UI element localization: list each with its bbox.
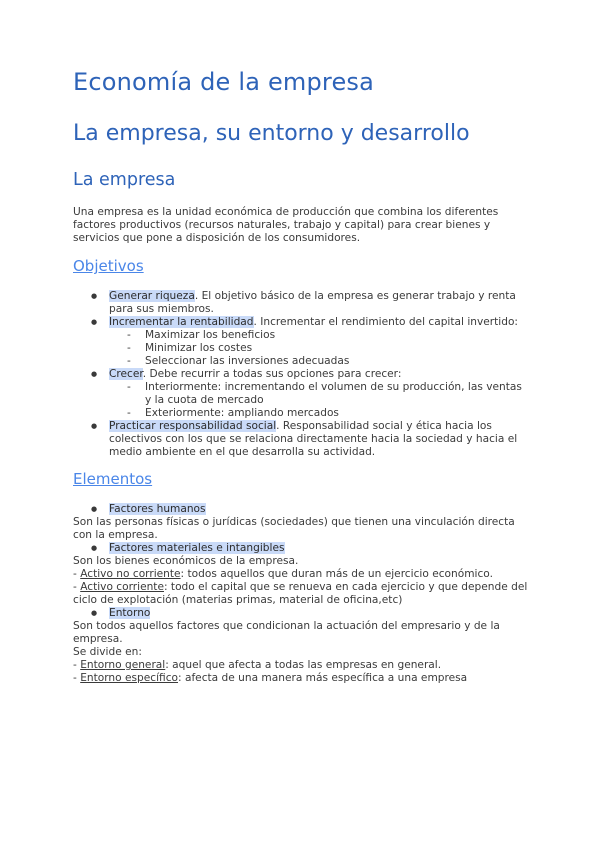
document-title: Economía de la empresa: [73, 68, 375, 96]
sublist-item: - Interiormente: incrementando el volumen de su producción, las ventas y la cuota de mercado: [109, 381, 531, 407]
term-text: : todos aquellos que duran más de un ejercicio económico.: [180, 568, 493, 580]
term-label: Entorno general: [80, 659, 166, 671]
element-heading-entorno: [73, 607, 528, 620]
list-item: [91, 290, 531, 316]
element-label: Entorno: [109, 607, 151, 619]
sublist: [109, 381, 531, 420]
activo-no-corriente-line: - Activo no corriente: todos aquellos que duran más de un ejercicio económico.: [73, 568, 493, 580]
sublist-item: - Seleccionar las inversiones adecuadas: [109, 355, 531, 368]
sublist: [109, 329, 531, 368]
objective-text: . Debe recurrir a todas sus opciones para crecer:: [142, 368, 402, 380]
term-label: Activo corriente: [80, 581, 164, 593]
element-label: Factores humanos: [109, 503, 206, 515]
term-label: Entorno específico: [80, 672, 179, 684]
entorno-especifico-line: - Entorno específico: afecta de una manera más específica a una empresa: [73, 672, 468, 684]
divide-line: Se divide en:: [73, 646, 142, 658]
objetivos-heading: Objetivos: [73, 257, 144, 275]
term-text: : todo el capital que se renueva en cada ejercicio y que depende del ciclo de explotación (materias primas, material de oficina,etc): [73, 581, 528, 606]
sublist-item: - Maximizar los beneficios: [109, 329, 531, 342]
chapter-heading: La empresa, su entorno y desarrollo: [73, 121, 470, 146]
entorno-general-line: - Entorno general: aquel que afecta a todas las empresas en general.: [73, 659, 442, 671]
objective-highlight: Incrementar la rentabilidad: [109, 316, 254, 328]
elementos-heading: Elementos: [73, 470, 153, 488]
sublist-item: - Exteriormente: ampliando mercados: [109, 407, 531, 420]
activo-corriente-line: - Activo corriente: todo el capital que se renueva en cada ejercicio y que depende del ciclo de explotación (materias primas, material de oficina,etc): [73, 581, 528, 606]
term-text: : afecta de una manera más específica a una empresa: [178, 672, 468, 684]
sublist-item: - Minimizar los costes: [109, 342, 531, 355]
element-label: Factores materiales e intangibles: [109, 542, 285, 554]
element-description: Son todos aquellos factores que condicionan la actuación del empresario y de la empresa.: [73, 620, 500, 645]
element-heading-materiales: [73, 542, 528, 555]
objective-text: . El objetivo básico de la empresa es generar trabajo y renta para sus miembros.: [109, 290, 516, 315]
elementos-section: [73, 503, 528, 685]
list-item: [91, 368, 531, 420]
element-description: Son las personas físicas o jurídicas (sociedades) que tienen una vinculación directa con la empresa.: [73, 516, 515, 541]
element-heading-humanos: [73, 503, 528, 516]
list-item: [91, 316, 531, 368]
term-label: Activo no corriente: [80, 568, 181, 580]
element-description: Son los bienes económicos de la empresa.: [73, 555, 299, 567]
list-item: [91, 420, 531, 459]
section-heading: La empresa: [73, 170, 176, 190]
intro-paragraph: Una empresa es la unidad económica de producción que combina los diferentes factores productivos (recursos naturales, trabajo y capital) para crear bienes y servicios que pone a disposición de los consumidores.: [73, 206, 499, 244]
objective-highlight: Practicar responsabilidad social: [109, 420, 277, 432]
objetivos-list: [91, 290, 531, 459]
objective-text: . Responsabilidad social y ética hacia los colectivos con los que se relaciona directamente hacia la sociedad y hacia el medio ambiente en el que desarrolla su actividad.: [109, 420, 518, 458]
objective-highlight: Crecer: [109, 368, 143, 380]
objective-highlight: Generar riqueza: [109, 290, 195, 302]
objective-text: . Incrementar el rendimiento del capital invertido:: [253, 316, 519, 328]
term-text: : aquel que afecta a todas las empresas en general.: [165, 659, 442, 671]
